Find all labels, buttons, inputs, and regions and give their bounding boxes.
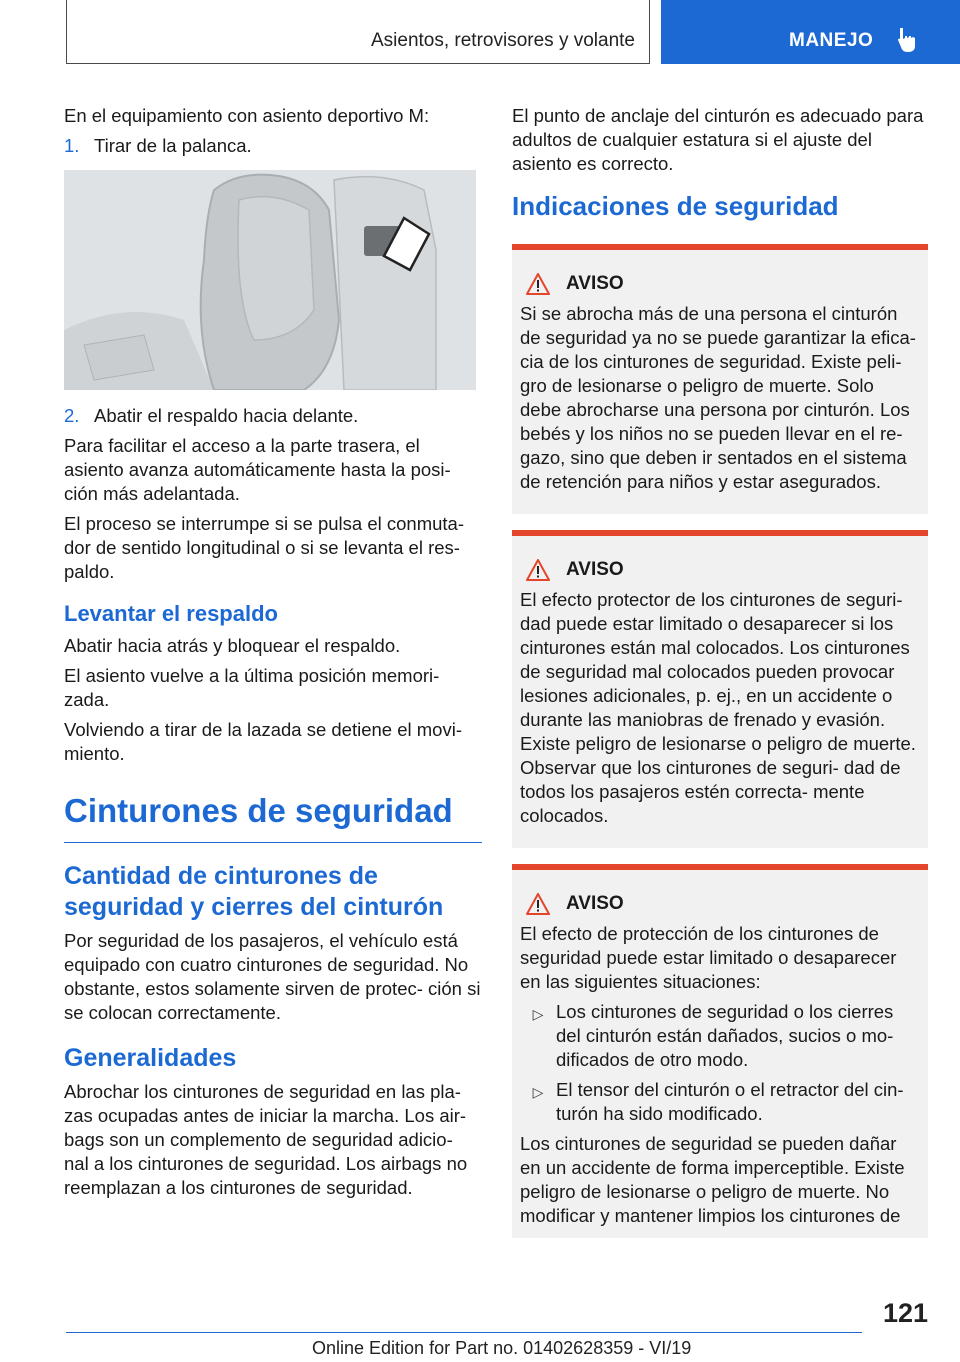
warning-box bbox=[512, 244, 928, 514]
header-section-box bbox=[66, 0, 650, 64]
heading-cinturones-seguridad: Cinturones de seguridad bbox=[64, 790, 482, 843]
step-2 bbox=[64, 404, 482, 428]
warning-triangle-icon bbox=[526, 273, 550, 295]
step-number: 1. bbox=[64, 135, 80, 156]
header-tab-manejo[interactable] bbox=[661, 0, 960, 64]
heading-generalidades: Generalidades bbox=[64, 1044, 237, 1072]
warning-header bbox=[520, 892, 920, 916]
bullet-triangle-icon: ▷ bbox=[532, 1006, 544, 1022]
paragraph: El asiento vuelve a la última posición memori‐ zada. bbox=[64, 665, 440, 710]
footer-rule bbox=[66, 1332, 862, 1333]
warning-box bbox=[512, 530, 928, 848]
heading-cantidad-cinturones: Cantidad de cinturones de seguridad y cierres del cinturón bbox=[64, 862, 444, 921]
paragraph: Abatir hacia atrás y bloquear el respaldo. bbox=[64, 635, 401, 656]
heading-indicaciones-seguridad: Indicaciones de seguridad bbox=[512, 191, 839, 221]
step-number: 2. bbox=[64, 405, 80, 426]
paragraph: Por seguridad de los pasajeros, el vehículo está equipado con cuatro cinturones de seguridad. No obstante, estos solamente sirven de protec‐ ción si se colocan correctamente. bbox=[64, 930, 481, 1023]
right-column bbox=[512, 104, 928, 1238]
page-number: 121 bbox=[882, 1298, 928, 1328]
tab-label: MANEJO bbox=[789, 30, 874, 51]
paragraph: Para facilitar el acceso a la parte trasera, el asiento avanza automáticamente hasta la posi‐ ción más adelantada. bbox=[64, 435, 451, 504]
warning-triangle-icon bbox=[526, 559, 550, 581]
warning-text: Si se abrocha más de una persona el cinturón de seguridad ya no se puede garantizar la efica‐ cia de los cinturones de seguridad. Existe peli‐ gro de lesionarse o peligro de muerte. Solo debe abrocharse una persona por cinturón. Los bebés y los niños no se pueden llevar en el re‐ gazo, sino que deben ir sentados en el sistema de retención para niños y estar asegurados. bbox=[520, 303, 916, 492]
bullet-item bbox=[520, 1000, 920, 1072]
warning-header bbox=[520, 558, 920, 582]
bullet-item bbox=[520, 1078, 920, 1126]
intro-text: En el equipamiento con asiento deportivo M: bbox=[64, 105, 430, 126]
paragraph: El punto de anclaje del cinturón es adecuado para adultos de cualquier estatura si el ajuste del asiento es correcto. bbox=[512, 105, 924, 174]
seat-photo bbox=[64, 170, 476, 390]
warning-title: AVISO bbox=[566, 559, 624, 580]
step-text: Tirar de la palanca. bbox=[94, 135, 252, 156]
section-title: Asientos, retrovisores y volante bbox=[370, 30, 635, 51]
paragraph: Volviendo a tirar de la lazada se detiene el movi‐ miento. bbox=[64, 719, 462, 764]
paragraph: Abrochar los cinturones de seguridad en las pla‐ zas ocupadas antes de iniciar la marcha. Los air‐ bags son un complemento de seguridad adicio‐ nal a los cinturones de seguridad. Los airbags no reemplazan a los cinturones de seguridad. bbox=[64, 1081, 468, 1198]
step-1 bbox=[64, 134, 482, 158]
warning-text: Los cinturones de seguridad se pueden dañar en un accidente de forma imperceptible. Existe peligro de lesionarse o peligro de muerte. No modificar y mantener limpios los cinturones de bbox=[520, 1133, 905, 1226]
warning-title: AVISO bbox=[566, 273, 624, 294]
seat-illustration bbox=[64, 170, 476, 390]
warning-text: El efecto de protección de los cinturones de seguridad puede estar limitado o desaparecer en las siguientes situaciones: bbox=[520, 923, 897, 992]
paragraph: El proceso se interrumpe si se pulsa el conmuta‐ dor de sentido longitudinal o si se levanta el res‐ paldo. bbox=[64, 513, 464, 582]
bullet-text: Los cinturones de seguridad o los cierres del cinturón están dañados, sucios o mo‐ dificados de otro modo. bbox=[556, 1001, 894, 1070]
left-column bbox=[64, 104, 482, 1206]
warning-header bbox=[520, 272, 920, 296]
bullet-text: El tensor del cinturón o el retractor del cin‐ turón ha sido modificado. bbox=[556, 1079, 904, 1124]
pointing-hand-icon bbox=[896, 26, 922, 54]
warning-title: AVISO bbox=[566, 893, 624, 914]
footer-edition: Online Edition for Part no. 01402628359 - VI/19 bbox=[312, 1338, 692, 1358]
bullet-triangle-icon: ▷ bbox=[532, 1084, 544, 1100]
warning-triangle-icon bbox=[526, 893, 550, 915]
step-text: Abatir el respaldo hacia delante. bbox=[94, 405, 359, 426]
warning-text: El efecto protector de los cinturones de seguri‐ dad puede estar limitado o desaparecer si los cinturones están mal colocados. Los cinturones de seguridad mal colocados pueden provocar lesiones adicionales, p. ej., en un accidente o durante las maniobras de frenado y evasión. Existe peligro de lesionarse o peligro de muerte. Observar que los cinturones de seguri‐ dad de todos los pasajeros estén correcta‐ mente colocados. bbox=[520, 589, 916, 826]
heading-levantar-respaldo: Levantar el respaldo bbox=[64, 601, 278, 626]
warning-box bbox=[512, 864, 928, 1238]
